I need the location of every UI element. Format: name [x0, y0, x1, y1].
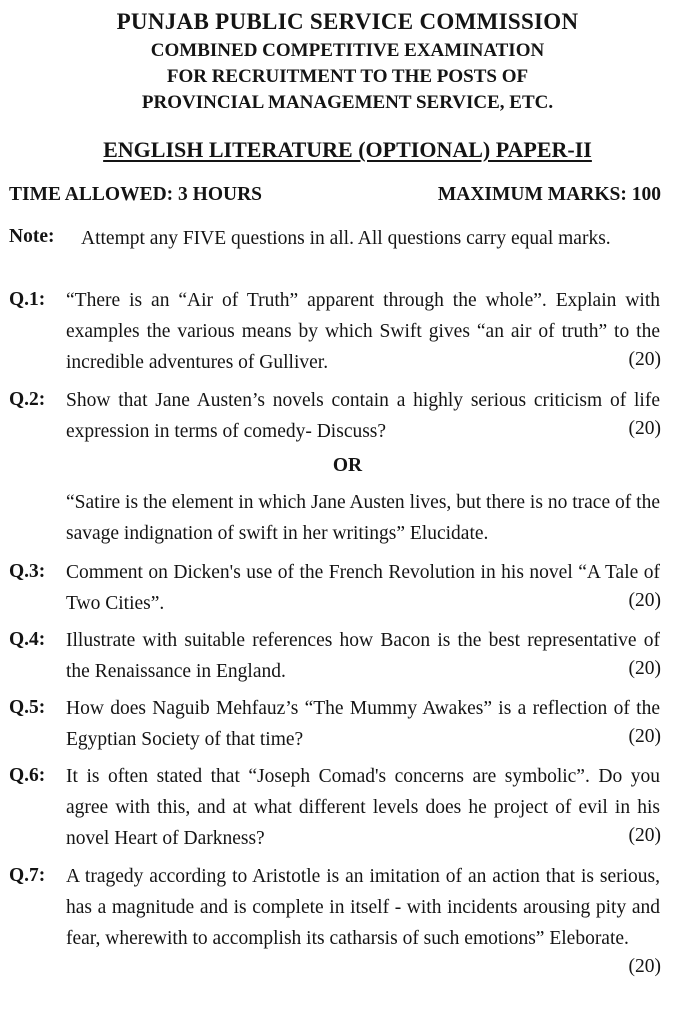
- note-label: Note:: [9, 226, 55, 247]
- question-6-number: Q.6:: [9, 765, 46, 786]
- question-2-number: Q.2:: [9, 389, 46, 410]
- time-allowed: TIME ALLOWED: 3 HOURS: [9, 184, 262, 205]
- question-5-marks: (20): [628, 726, 661, 747]
- question-7-text: A tragedy according to Aristotle is an imitation of an action that is serious, has a magnitude and is complete in itself - with incidents arousing pity and fear, wherewith to accomplish its catharsis of such emotions” Eleborate.: [66, 866, 660, 949]
- question-3-marks: (20): [628, 590, 661, 611]
- question-2-alt-text: “Satire is the element in which Jane Austen lives, but there is no trace of the savage indignation of swift in her writings” Elucidate.: [66, 492, 660, 544]
- question-1-marks: (20): [628, 349, 661, 370]
- question-1-text: “There is an “Air of Truth” apparent through the whole”. Explain with examples the various means by which Swift gives “an air of truth” to the incredible adventures of Gulliver.: [66, 290, 660, 373]
- question-5-number: Q.5:: [9, 697, 46, 718]
- question-6-marks: (20): [628, 825, 661, 846]
- paper-subject-text: ENGLISH LITERATURE (OPTIONAL) PAPER-II: [103, 137, 592, 162]
- question-7-number: Q.7:: [9, 865, 46, 886]
- question-5-text: How does Naguib Mehfauz’s “The Mummy Awakes” is a reflection of the Egyptian Society of that time?: [66, 698, 660, 750]
- commission-title: PUNJAB PUBLIC SERVICE COMMISSION: [116, 9, 579, 34]
- or-separator: OR: [332, 455, 363, 476]
- question-2-marks: (20): [628, 418, 661, 439]
- service-line: PROVINCIAL MANAGEMENT SERVICE, ETC.: [141, 92, 554, 113]
- question-1-number: Q.1:: [9, 289, 46, 310]
- question-7-marks: (20): [628, 956, 661, 977]
- question-3-text: Comment on Dicken's use of the French Revolution in his novel “A Tale of Two Cities”.: [66, 562, 660, 614]
- question-6-text: It is often stated that “Joseph Comad's concerns are symbolic”. Do you agree with this, and at what different levels does he project of evil in his novel Heart of Darkness?: [66, 766, 660, 849]
- note-text: Attempt any FIVE questions in all. All questions carry equal marks.: [81, 228, 611, 249]
- recruitment-line: FOR RECRUITMENT TO THE POSTS OF: [166, 66, 529, 87]
- question-3-number: Q.3:: [9, 561, 46, 582]
- question-4-text: Illustrate with suitable references how Bacon is the best representative of the Renaissance in England.: [66, 630, 660, 682]
- question-4-number: Q.4:: [9, 629, 46, 650]
- paper-subject-heading: [0, 137, 695, 163]
- exam-title: COMBINED COMPETITIVE EXAMINATION: [150, 40, 545, 61]
- maximum-marks: MAXIMUM MARKS: 100: [437, 184, 661, 205]
- question-2-text: Show that Jane Austen’s novels contain a highly serious criticism of life expression in terms of comedy- Discuss?: [66, 390, 660, 442]
- question-4-marks: (20): [628, 658, 661, 679]
